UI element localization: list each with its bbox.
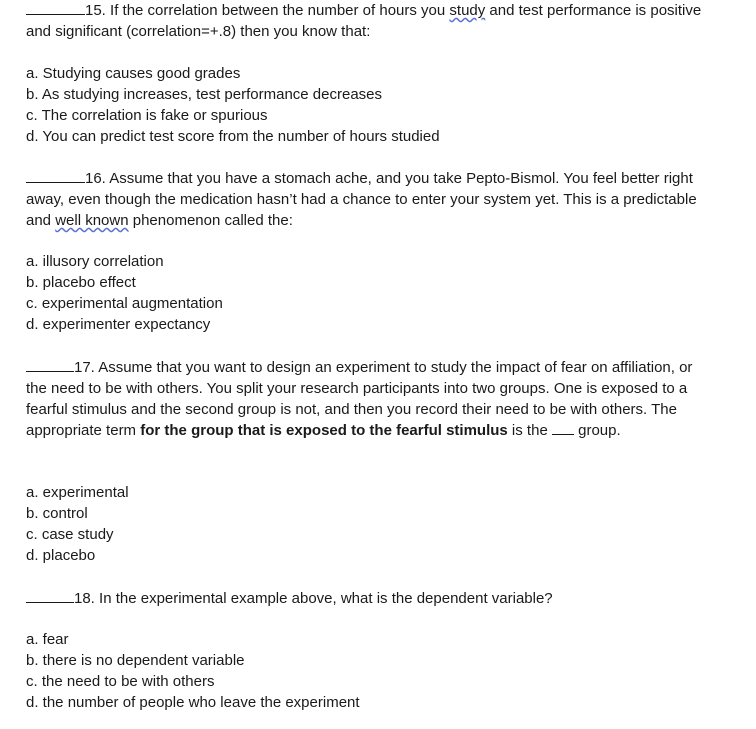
question-number: 18. [74, 590, 95, 607]
option: b. placebo effect [26, 274, 136, 291]
question-16 [26, 168, 706, 231]
question-number: 16. [85, 170, 106, 187]
question-bold-text: for the group that is exposed to the fearful stimulus [140, 422, 508, 439]
spellcheck-word: study [449, 2, 486, 19]
question-text: If the correlation between the number of hours you [105, 2, 450, 19]
question-18 [26, 588, 706, 609]
question-text: Assume that you want to design an experiment to study the impact of fear on affiliation, or the need to be with others. You split your research participants into two groups. One is exposed to a fearful stimulus and the second group is not, and then you record their need to be with others. The appropriate term [26, 359, 693, 439]
option: c. experimental augmentation [26, 295, 223, 312]
option: b. As studying increases, test performance decreases [26, 86, 383, 103]
question-text: group. [573, 422, 621, 439]
question-text: and test performance is positive and significant (correlation=+.8) then you know that: [26, 2, 702, 40]
options-16 [26, 251, 223, 335]
option: d. experimenter expectancy [26, 316, 211, 333]
option: a. illusory correlation [26, 253, 164, 270]
question-text: In the experimental example above, what is the dependent variable? [94, 590, 553, 607]
option: c. The correlation is fake or spurious [26, 107, 268, 124]
spellcheck-word: well known [55, 212, 129, 229]
option: a. Studying causes good grades [26, 65, 241, 82]
question-text: is the [507, 422, 552, 439]
answer-blank [26, 357, 74, 372]
answer-blank [26, 168, 85, 183]
option: d. placebo [26, 547, 96, 564]
option: d. You can predict test score from the number of hours studied [26, 128, 440, 145]
options-17 [26, 482, 129, 566]
fill-blank [552, 421, 574, 435]
question-17 [26, 357, 706, 441]
question-number: 15. [85, 2, 106, 19]
question-text: phenomenon called the: [128, 212, 293, 229]
answer-blank [26, 0, 85, 15]
options-15 [26, 63, 440, 147]
question-number: 17. [74, 359, 95, 376]
question-text: Assume that you have a stomach ache, and you take Pepto-Bismol. You feel better right away, even though the medication hasn’t had a chance to enter your system yet. This is a predictable and [26, 170, 697, 229]
option: d. the number of people who leave the experiment [26, 694, 360, 711]
option: c. case study [26, 526, 114, 543]
question-15 [26, 0, 706, 42]
option: b. there is no dependent variable [26, 652, 245, 669]
option: a. fear [26, 631, 69, 648]
options-18 [26, 629, 360, 713]
answer-blank [26, 588, 74, 603]
option: a. experimental [26, 484, 129, 501]
option: c. the need to be with others [26, 673, 215, 690]
option: b. control [26, 505, 88, 522]
